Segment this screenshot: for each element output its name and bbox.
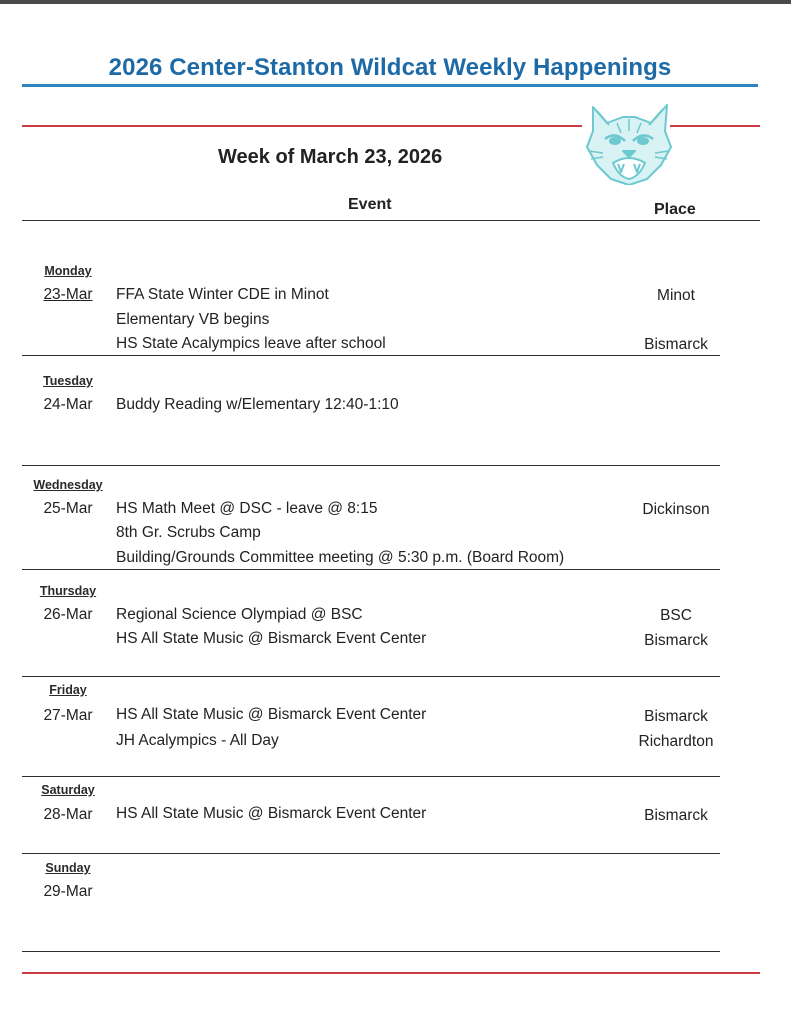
event-item: HS All State Music @ Bismarck Event Center	[116, 805, 427, 822]
event-item: 8th Gr. Scrubs Camp	[116, 524, 261, 541]
event-item: HS All State Music @ Bismarck Event Center	[116, 706, 427, 723]
day-label-sunday: Sunday	[45, 861, 91, 875]
place-item: Minot	[657, 287, 695, 304]
place-item: Bismarck	[644, 336, 708, 353]
day-label-thursday: Thursday	[39, 584, 97, 598]
event-item: FFA State Winter CDE in Minot	[116, 286, 329, 303]
day-separator	[22, 853, 720, 854]
place-item: Richardton	[638, 733, 714, 750]
red-rule-bottom	[22, 972, 760, 974]
day-label-saturday: Saturday	[41, 783, 95, 797]
date-monday: 23-Mar	[43, 286, 93, 303]
place-item: Bismarck	[644, 708, 708, 725]
day-separator	[22, 569, 720, 570]
event-item: HS State Acalympics leave after school	[116, 335, 386, 352]
header-rule	[22, 220, 760, 221]
page-title: 2026 Center-Stanton Wildcat Weekly Happenings	[108, 54, 672, 81]
day-separator	[22, 951, 720, 952]
event-item: Building/Grounds Committee meeting @ 5:30 p.m. (Board Room)	[116, 549, 565, 566]
week-heading: Week of March 23, 2026	[218, 146, 443, 168]
date-saturday: 28-Mar	[43, 806, 93, 823]
title-underline	[22, 84, 758, 87]
place-item: Bismarck	[644, 807, 708, 824]
day-label-tuesday: Tuesday	[43, 374, 93, 388]
event-item: JH Acalympics - All Day	[116, 732, 279, 749]
day-separator	[22, 676, 720, 677]
place-item: Bismarck	[644, 632, 708, 649]
event-item: Buddy Reading w/Elementary 12:40-1:10	[116, 396, 399, 413]
date-sunday: 29-Mar	[43, 883, 93, 900]
date-friday: 27-Mar	[43, 707, 93, 724]
day-separator	[22, 465, 720, 466]
event-item: Regional Science Olympiad @ BSC	[116, 606, 363, 623]
day-label-monday: Monday	[44, 264, 92, 278]
day-label-wednesday: Wednesday	[33, 478, 103, 492]
place-item: BSC	[660, 607, 692, 624]
wildcat-mascot-icon	[583, 101, 675, 185]
day-separator	[22, 776, 720, 777]
place-column-header: Place	[654, 201, 696, 218]
event-item: HS All State Music @ Bismarck Event Center	[116, 630, 427, 647]
event-item: HS Math Meet @ DSC - leave @ 8:15	[116, 500, 378, 517]
day-label-friday: Friday	[49, 683, 87, 697]
event-item: Elementary VB begins	[116, 311, 270, 328]
event-column-header: Event	[348, 196, 392, 213]
red-rule-top-right	[670, 125, 760, 127]
date-wednesday: 25-Mar	[43, 500, 93, 517]
scan-top-edge	[0, 0, 791, 4]
date-tuesday: 24-Mar	[43, 396, 93, 413]
red-rule-top-left	[22, 125, 582, 127]
date-thursday: 26-Mar	[43, 606, 93, 623]
place-item: Dickinson	[642, 501, 710, 518]
day-separator	[22, 355, 720, 356]
